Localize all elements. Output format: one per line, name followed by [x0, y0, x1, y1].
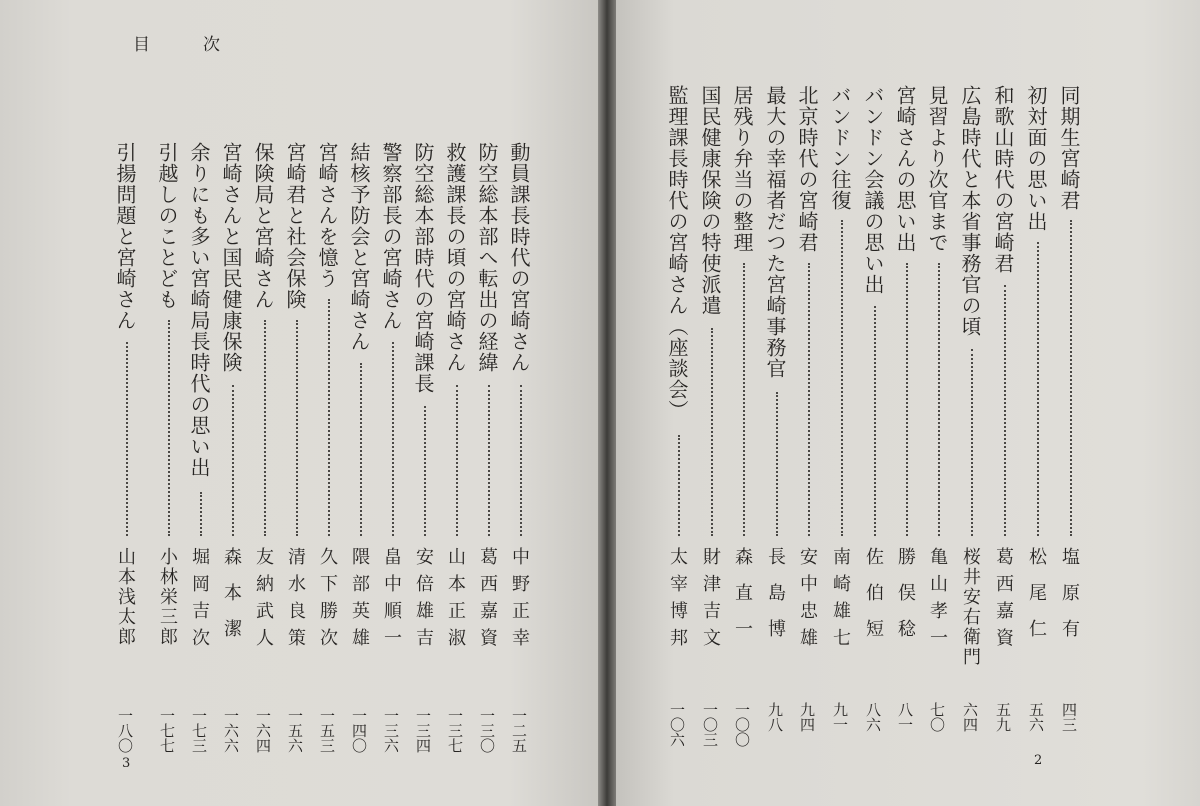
- toc-entry-title: バンドン往復: [828, 85, 852, 211]
- toc-entry[interactable]: [187, 0, 217, 806]
- dot-leader: [906, 263, 908, 536]
- toc-entry-author: 山本正淑: [445, 547, 466, 655]
- dot-leader: [1070, 220, 1072, 536]
- toc-entry-title: 広島時代と本省事務官の頃: [958, 85, 982, 337]
- toc-entry-page: 一三四: [414, 708, 432, 753]
- toc-entry[interactable]: [475, 0, 505, 806]
- toc-entry-page: 一〇三: [701, 702, 719, 747]
- dot-leader: [168, 320, 170, 536]
- toc-entry[interactable]: [828, 0, 858, 806]
- toc-entry[interactable]: [730, 0, 760, 806]
- dot-leader: [392, 342, 394, 536]
- toc-entry[interactable]: [861, 0, 891, 806]
- toc-entry-page: 一五三: [318, 708, 336, 753]
- toc-entry-page: 九一: [831, 702, 849, 732]
- page-number-left: 3: [122, 756, 131, 771]
- toc-entry-title: 余りにも多い宮崎局長時代の思い出: [187, 142, 211, 478]
- toc-entry-title: 引越しのことども: [155, 142, 179, 310]
- toc-entry-author: 友納武人: [253, 547, 274, 655]
- toc-entry-author: 長島博: [765, 547, 786, 655]
- dot-leader: [360, 363, 362, 536]
- toc-entry-title: 国民健康保険の特使派遣: [698, 85, 722, 316]
- dot-leader: [488, 385, 490, 536]
- toc-entry[interactable]: [507, 0, 537, 806]
- toc-entry-title: 見習より次官まで: [925, 85, 949, 253]
- toc-entry[interactable]: [958, 0, 988, 806]
- toc-entry-author: 清水良策: [285, 547, 306, 655]
- toc-entry-page: 一二五: [510, 708, 528, 753]
- toc-entry-page: 一〇六: [668, 702, 686, 747]
- toc-entry-title: 引揚問題と宮崎さん: [113, 142, 137, 331]
- toc-entry[interactable]: [155, 0, 185, 806]
- toc-entry[interactable]: [698, 0, 728, 806]
- toc-entry-page: 六四: [961, 702, 979, 732]
- toc-entry-author: 太宰博邦: [667, 547, 688, 655]
- toc-entry-title: 防空総本部へ転出の経緯: [475, 142, 499, 373]
- toc-entry-title: 和歌山時代の宮崎君: [991, 85, 1015, 274]
- book-gutter: [598, 0, 616, 806]
- toc-entry-author: 松尾仁: [1026, 547, 1047, 655]
- toc-entry-title: 監理課長時代の宮崎さん（座談会）: [665, 85, 689, 421]
- dot-leader: [264, 320, 266, 536]
- toc-entry[interactable]: [991, 0, 1021, 806]
- toc-entry-author: 安中忠雄: [797, 547, 818, 655]
- left-page: [0, 0, 598, 806]
- toc-entry[interactable]: [379, 0, 409, 806]
- toc-entry-title: 初対面の思い出: [1024, 85, 1048, 232]
- toc-entry-page: 一三七: [446, 708, 464, 753]
- toc-entry-title: 救護課長の頃の宮崎さん: [443, 142, 467, 373]
- toc-entry-page: 一四〇: [350, 708, 368, 753]
- toc-entry-page: 一〇〇: [733, 702, 751, 747]
- toc-entry[interactable]: [315, 0, 345, 806]
- toc-entry[interactable]: [443, 0, 473, 806]
- toc-entry-title: 結核予防会と宮崎さん: [347, 142, 371, 352]
- toc-entry[interactable]: [893, 0, 923, 806]
- page-number-right: 2: [1034, 753, 1043, 768]
- dot-leader: [520, 385, 522, 536]
- toc-entry[interactable]: [251, 0, 281, 806]
- toc-entry-author: 隈部英雄: [349, 547, 370, 655]
- toc-entry[interactable]: [219, 0, 249, 806]
- toc-entry-author: 堀岡吉次: [189, 547, 210, 655]
- dot-leader: [971, 349, 973, 536]
- dot-leader: [1037, 242, 1039, 536]
- toc-entry-author: 中野正幸: [509, 547, 530, 655]
- toc-entry-author: 安倍雄吉: [413, 547, 434, 655]
- dot-leader: [841, 220, 843, 536]
- toc-entry[interactable]: [1057, 0, 1087, 806]
- dot-leader: [678, 435, 680, 536]
- toc-entry-author: 南崎雄七: [830, 547, 851, 655]
- toc-entry-title: 北京時代の宮崎君: [795, 85, 819, 253]
- toc-entry-page: 一五六: [286, 708, 304, 753]
- toc-entry-page: 一七七: [158, 708, 176, 753]
- toc-entry-page: 五六: [1027, 702, 1045, 732]
- toc-entry-author: 佐伯短: [863, 547, 884, 655]
- dot-leader: [776, 392, 778, 536]
- toc-entry-title: 宮崎さんを憶う: [315, 142, 339, 289]
- toc-entry-title: 警察部長の宮崎さん: [379, 142, 403, 331]
- toc-entry[interactable]: [925, 0, 955, 806]
- toc-entry[interactable]: [113, 0, 143, 806]
- toc-entry-page: 一三六: [382, 708, 400, 753]
- dot-leader: [200, 492, 202, 536]
- toc-entry-author: 葛西嘉資: [477, 547, 498, 655]
- toc-entry-author: 財津吉文: [700, 547, 721, 655]
- toc-entry-author: 亀山孝一: [927, 547, 948, 655]
- dot-leader: [938, 263, 940, 536]
- toc-entry-title: 動員課長時代の宮崎さん: [507, 142, 531, 373]
- dot-leader: [743, 263, 745, 536]
- toc-entry-author: 勝俣稔: [895, 547, 916, 655]
- dot-leader: [328, 299, 330, 536]
- dot-leader: [808, 263, 810, 536]
- toc-entry-title: 宮崎君と社会保険: [283, 142, 307, 310]
- toc-entry-page: 八六: [864, 702, 882, 732]
- toc-entry-title: 保険局と宮崎さん: [251, 142, 275, 310]
- toc-entry[interactable]: [283, 0, 313, 806]
- dot-leader: [874, 306, 876, 536]
- toc-entry-page: 一七三: [190, 708, 208, 753]
- toc-entry[interactable]: [665, 0, 695, 806]
- toc-entry-page: 九四: [798, 702, 816, 732]
- toc-entry-page: 一六六: [222, 708, 240, 753]
- toc-entry[interactable]: [795, 0, 825, 806]
- dot-leader: [126, 342, 128, 536]
- dot-leader: [232, 385, 234, 536]
- toc-entry-page: 一六四: [254, 708, 272, 753]
- dot-leader: [711, 328, 713, 536]
- toc-entry[interactable]: [347, 0, 377, 806]
- toc-entry-author: 山本浅太郎: [115, 547, 136, 647]
- toc-entry-author: 塩原有: [1059, 547, 1080, 655]
- toc-entry-page: 一三〇: [478, 708, 496, 753]
- toc-entry-title: バンドン会議の思い出: [861, 85, 885, 295]
- toc-entry[interactable]: [763, 0, 793, 806]
- toc-entry-author: 森直一: [732, 547, 753, 655]
- toc-entry-author: 畠中順一: [381, 547, 402, 655]
- toc-entry[interactable]: [411, 0, 441, 806]
- right-page: [616, 0, 1200, 806]
- toc-entry-page: 八一: [896, 702, 914, 732]
- dot-leader: [424, 406, 426, 536]
- toc-entry-author: 久下勝次: [317, 547, 338, 655]
- toc-entry-page: 四三: [1060, 702, 1078, 732]
- toc-entry-page: 五九: [994, 702, 1012, 732]
- toc-entry-page: 一八〇: [116, 708, 134, 753]
- dot-leader: [456, 385, 458, 536]
- toc-heading-second: 次: [203, 35, 222, 55]
- toc-entry[interactable]: [1024, 0, 1054, 806]
- toc-entry-author: 森本潔: [221, 547, 242, 655]
- toc-entry-page: 九八: [766, 702, 784, 732]
- toc-entry-title: 最大の幸福者だつた宮崎事務官: [763, 85, 787, 379]
- toc-entry-author: 小林栄三郎: [157, 547, 178, 647]
- dot-leader: [1004, 285, 1006, 536]
- toc-entry-author: 桜井安右衛門: [960, 547, 981, 667]
- toc-entry-title: 宮崎さんと国民健康保険: [219, 142, 243, 373]
- toc-entry-author: 葛西嘉資: [993, 547, 1014, 655]
- toc-heading-first: 目: [133, 35, 152, 55]
- toc-entry-title: 宮崎さんの思い出: [893, 85, 917, 253]
- dot-leader: [296, 320, 298, 536]
- toc-entry-title: 防空総本部時代の宮崎課長: [411, 142, 435, 394]
- toc-entry-title: 同期生宮崎君: [1057, 85, 1081, 211]
- toc-entry-title: 居残り弁当の整理: [730, 85, 754, 253]
- toc-entry-page: 七〇: [928, 702, 946, 732]
